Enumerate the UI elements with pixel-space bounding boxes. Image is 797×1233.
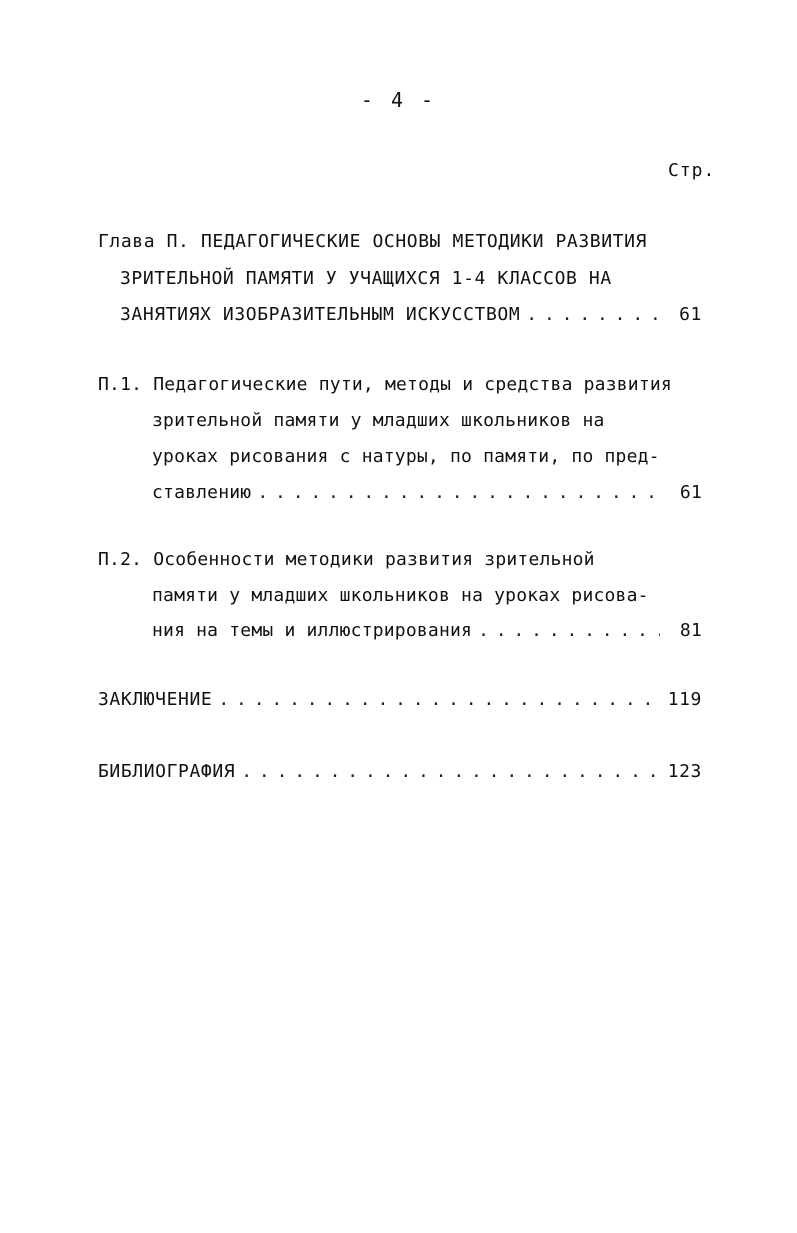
toc-entry-title-line: ПЕДАГОГИЧЕСКИЕ ОСНОВЫ МЕТОДИКИ РАЗВИТИЯ <box>200 231 647 252</box>
toc-entry-section-2-line-2: памяти у младших школьников на уроках рисова- <box>152 585 649 606</box>
toc-dot-leader <box>257 481 660 505</box>
toc-page-number: 123 <box>667 761 702 782</box>
toc-entry-section-1-line-2: зрительной памяти у младших школьников на <box>152 410 605 431</box>
toc-entry-title-line: Педагогические пути, методы и средства развития <box>153 374 672 395</box>
toc-page-number: 61 <box>679 304 702 325</box>
toc-entry-title-line: ния на темы и иллюстрирования <box>152 620 473 641</box>
page-column-label: Стр. <box>668 160 716 181</box>
toc-dot-leader <box>218 688 660 712</box>
toc-entry-section-2-line-3 <box>152 619 702 643</box>
toc-dot-leader <box>478 619 660 643</box>
toc-entry-title-line: Особенности методики развития зрительной <box>153 549 595 570</box>
toc-page-number: 119 <box>667 689 702 710</box>
toc-entry-chapter-line-1 <box>98 230 647 254</box>
toc-entry-conclusion <box>98 688 702 712</box>
toc-entry-section-1-line-1 <box>98 373 672 397</box>
toc-entry-title-line: ЗАНЯТИЯХ ИЗОБРАЗИТЕЛЬНЫМ ИСКУССТВОМ <box>120 304 521 325</box>
toc-page-number: 81 <box>679 620 702 641</box>
toc-entry-prefix: П.1. <box>98 374 143 395</box>
toc-dot-leader <box>526 303 660 327</box>
toc-entry-prefix: Глава П. <box>98 231 190 252</box>
toc-entry-chapter-line-3 <box>120 303 702 327</box>
toc-dot-leader <box>241 760 660 784</box>
toc-entry-title-line: ЗАКЛЮЧЕНИЕ <box>98 689 213 710</box>
toc-entry-bibliography <box>98 760 702 784</box>
toc-page-number: 61 <box>679 482 702 503</box>
toc-entry-section-1-line-3: уроках рисования с натуры, по памяти, по пред- <box>152 446 660 467</box>
toc-entry-prefix: П.2. <box>98 549 143 570</box>
toc-entry-title-line: БИБЛИОГРАФИЯ <box>98 761 236 782</box>
toc-entry-title-line: ставлению <box>152 482 252 503</box>
toc-entry-section-2-line-1 <box>98 548 595 572</box>
page-number: - 4 - <box>360 88 437 112</box>
toc-entry-chapter-line-2: ЗРИТЕЛЬНОЙ ПАМЯТИ У УЧАЩИХСЯ 1-4 КЛАССОВ НА <box>120 268 612 289</box>
toc-entry-section-1-line-4 <box>152 481 702 505</box>
